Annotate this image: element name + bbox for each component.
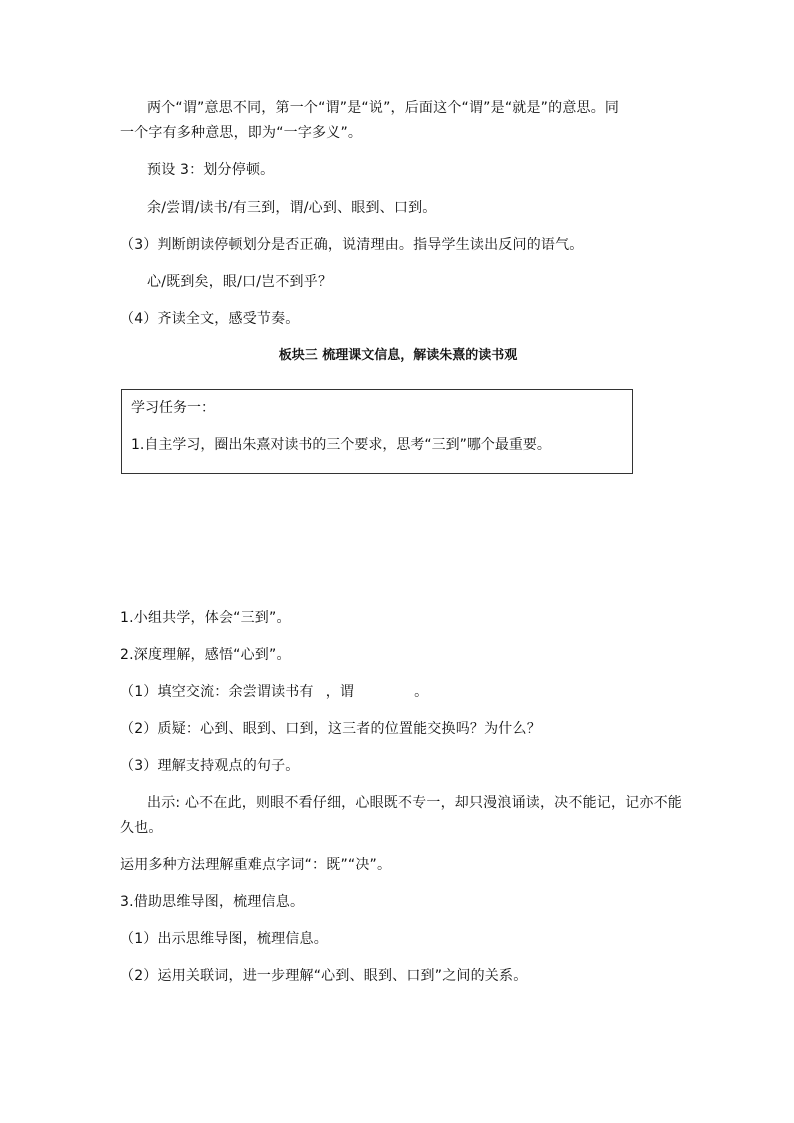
fill-text: 。 [414,684,429,700]
fill-blank-line [120,680,680,704]
preset-line: 预设 3：划分停顿。 [147,162,275,178]
task-title: 学习任务一： [131,400,215,416]
list-item: 2.深度理解，感悟“心到”。 [120,647,291,663]
method-line: 运用多种方法理解重难点字词“：既”“决”。 [120,857,392,873]
mindmap-step: （1）出示思维导图，梳理信息。 [120,931,328,947]
quote-line: 久也。 [120,820,163,836]
step-4: （4）齐读全文，感受节奏。 [120,311,300,327]
task-item: 1.自主学习，圈出朱熹对读书的三个要求，思考“三到”哪个最重要。 [131,437,551,453]
task-box [121,389,633,474]
understand-line: （3）理解支持观点的句子。 [120,758,300,774]
step-3: （3）判断朗读停顿划分是否正确，说清理由。指导学生读出反问的语气。 [120,237,584,253]
fill-text: ，谓 [325,684,355,700]
fill-text: （1）填空交流：余尝谓读书有 [120,684,314,700]
mindmap-step: （2）运用关联词，进一步理解“心到、眼到、口到”之间的关系。 [120,968,528,984]
paragraph-line: 两个“谓”意思不同，第一个“谓”是“说”，后面这个“谓”是“就是”的意思。同 [147,100,620,116]
section-heading: 板块三 梳理课文信息，解读朱熹的读书观 [278,348,518,363]
rhetorical-sentence: 心/既到矣，眼/口/岂不到乎？ [147,274,333,290]
pause-example: 余/尝谓/读书/有三到，谓/心到、眼到、口到。 [147,200,437,216]
paragraph-line: 一个字有多种意思，即为“一字多义”。 [120,125,363,141]
quote-line: 出示: 心不在此，则眼不看仔细，心眼既不专一，却只漫浪诵读，决不能记，记亦不能 [147,795,682,811]
list-item: 3.借助思维导图，梳理信息。 [120,894,305,910]
list-item: 1.小组共学，体会“三到”。 [120,610,291,626]
question-line: （2）质疑：心到、眼到、口到，这三者的位置能交换吗？为什么？ [120,721,541,737]
